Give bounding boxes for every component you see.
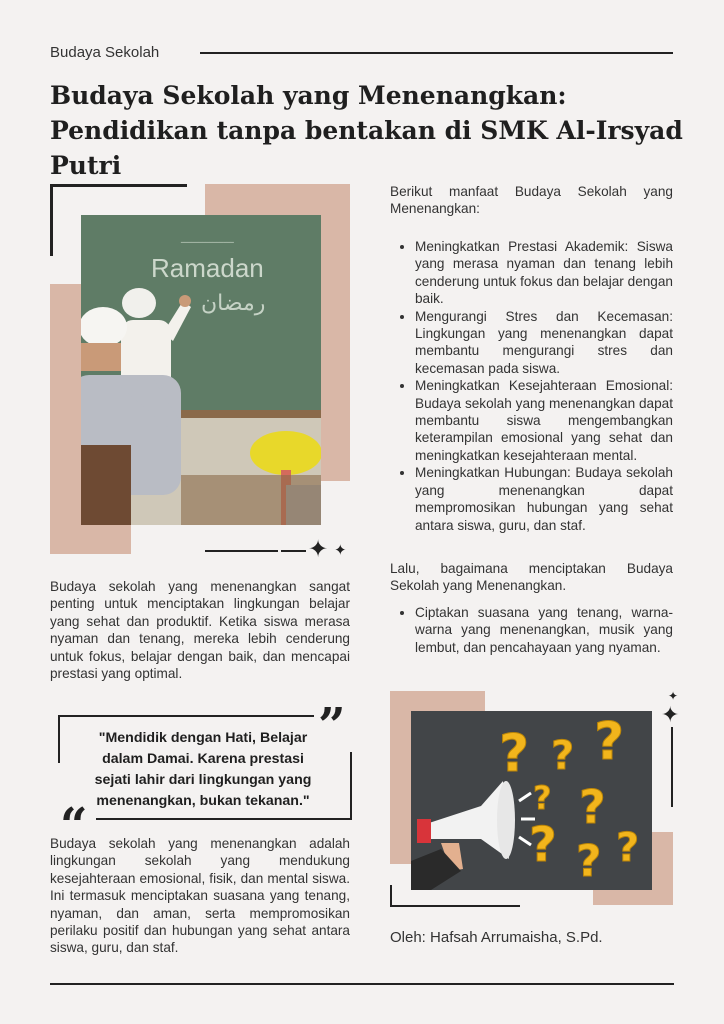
sparkle-icon: ✦ [661,702,680,727]
how-intro: Lalu, bagaimana menciptakan Budaya Sekolah yang Menenangkan. [390,561,673,594]
image-frame-bottom [390,905,520,907]
svg-text:?: ? [551,733,575,779]
svg-text:?: ? [499,724,530,784]
chalk-word-latin: Ramadan [151,253,264,283]
footer-divider [50,983,674,985]
intro-paragraph: Budaya sekolah yang menenangkan sangat penting untuk menciptakan lingkungan belajar yang sehat dan produktif. Ketika siswa merasa nyaman dan tenang, mereka lebih cenderung untuk fokus, belajar dengan baik, dan mencapai prestasi yang optimal. [50,579,350,682]
classroom-photo [81,215,321,525]
list-item: • Meningkatkan Prestasi Akademik: Siswa yang merasa nyaman dan tenang lebih cenderung untuk fokus dan belajar dengan baik. [415,238,673,308]
header-divider [200,52,673,54]
sparkle-small-icon: ✦ [668,689,679,703]
definition-paragraph: Budaya sekolah yang menenangkan adalah lingkungan sekolah yang mendukung kesejahteraan emosional, fisik, dan mental siswa. Ini termasuk menciptakan suasana yang tenang, nyaman, dan aman, serta mempromosikan perilaku positif dan hubungan yang sehat antara siswa, guru, dan staf. [50,836,350,956]
svg-text:?: ? [579,780,606,834]
article-title: Budaya Sekolah yang Menenangkan: Pendidikan tanpa bentakan di SMK Al-Irsyad Putri [50,81,683,180]
svg-text:?: ? [616,825,640,871]
quote-frame-right [350,752,352,820]
quote-frame-top [58,715,314,717]
close-quote-icon: ” [318,698,346,754]
pull-quote: "Mendidik dengan Hati, Belajar dalam Damai. Karena prestasi sejati lahir dari lingkungan yang menenangkan, bukan tekanan." [94,730,312,809]
megaphone-image [411,711,652,890]
list-item: • Mengurangi Stres dan Kecemasan: Lingkungan yang menenangkan dapat membantu mengurangi stres dan kecemasan pada siswa. [415,308,673,378]
author-credit: Oleh: Hafsah Arrumaisha, S.Pd. [390,929,603,946]
chalk-word-arabic: رمضان [201,291,266,316]
benefits-list-container [390,238,673,534]
how-list-container [390,604,673,656]
quote-frame-left [58,715,60,763]
sparkle-small-icon: ✦ [334,542,347,559]
list-item: • Meningkatkan Hubungan: Budaya sekolah yang menenangkan dapat mempromosikan hubungan yang sehat antara siswa, guru, dan staf. [415,464,673,534]
megaphone-question-illustration [411,711,652,890]
image-frame-left [390,885,392,907]
image-frame-right [671,727,673,807]
frame-line-left [50,184,53,256]
category-label: Budaya Sekolah [50,44,160,61]
open-quote-icon: “ [60,798,88,854]
svg-text:ـــــــــــــــ: ـــــــــــــــ [181,232,234,246]
svg-text:?: ? [533,779,552,817]
svg-text:?: ? [594,712,625,772]
quote-frame-bottom [96,818,352,820]
list-item: • Ciptakan suasana yang tenang, warna-warna yang menenangkan, musik yang lembut, dan pencahayaan yang nyaman. [415,604,673,656]
classroom-illustration [81,215,321,525]
sparkle-icon: ✦ [308,536,329,563]
svg-text:?: ? [529,817,557,873]
benefits-list [390,238,673,534]
decor-line-1 [205,550,278,552]
frame-line-top [50,184,187,187]
list-item: • Meningkatkan Kesejahteraan Emosional: Budaya sekolah yang menenangkan dapat membantu siswa mengembangkan keterampilan emosional yang sehat dan meningkatkan kesejahteraan mental. [415,377,673,464]
benefits-intro: Berikut manfaat Budaya Sekolah yang Menenangkan: [390,184,673,217]
how-list [390,604,673,656]
decor-line-2 [281,550,306,552]
svg-text:?: ? [576,836,602,887]
